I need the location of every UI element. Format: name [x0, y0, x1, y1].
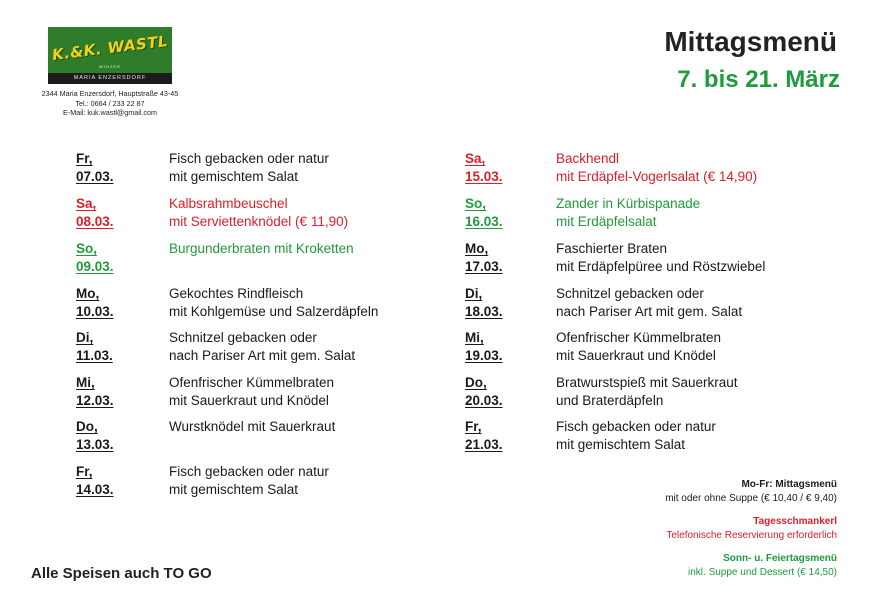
- logo-band: MARIA ENZERSDORF: [48, 73, 172, 84]
- menu-dish-line2: mit Erdäpfel-Vogerlsalat (€ 14,90): [556, 169, 758, 184]
- menu-dish-line1: Kalbsrahmbeuschel: [169, 196, 288, 211]
- holiday-info-text: inkl. Suppe und Dessert (€ 14,50): [688, 567, 837, 578]
- menu-day: Di, 18.03.: [465, 286, 503, 319]
- menu-dish-line2: mit Serviettenknödel (€ 11,90): [169, 214, 349, 229]
- logo: [48, 27, 172, 84]
- menu-dish-line2: mit Erdäpfelpüree und Röstzwiebel: [556, 259, 766, 274]
- menu-dish-line1: Backhendl: [556, 151, 620, 166]
- special-info-title: Tagesschmankerl: [753, 516, 837, 527]
- menu-dish-line2: nach Pariser Art mit gem. Salat: [556, 304, 743, 319]
- menu-dish-line1: Fisch gebacken oder natur: [556, 419, 716, 434]
- menu-dish-line1: Schnitzel gebacken oder: [169, 330, 317, 345]
- weekday-info-title: Mo-Fr: Mittagsmenü: [741, 479, 837, 490]
- menu-day: Mo, 17.03.: [465, 241, 503, 274]
- menu-dish-line1: Zander in Kürbispanade: [556, 196, 701, 211]
- menu-day: Mo, 10.03.: [76, 286, 114, 319]
- logo-title: K.&K. WASTL: [50, 31, 169, 65]
- menu-dish-line1: Bratwurstspieß mit Sauerkraut: [556, 375, 738, 390]
- menu-day: Di, 11.03.: [76, 330, 113, 363]
- special-info-text: Telefonische Reservierung erforderlich: [666, 530, 837, 541]
- menu-dish-line1: Faschierter Braten: [556, 241, 668, 256]
- contact-email: E-Mail: kuk.wastl@gmail.com: [63, 108, 157, 117]
- menu-day: Fr, 14.03.: [76, 464, 114, 497]
- menu-day: Mi, 12.03.: [76, 375, 114, 408]
- menu-dish-line1: Schnitzel gebacken oder: [556, 286, 704, 301]
- menu-day: Do, 13.03.: [76, 419, 114, 452]
- menu-day: Fr, 21.03.: [465, 419, 503, 452]
- menu-day: Sa, 15.03.: [465, 151, 503, 184]
- menu-dish-line1: Fisch gebacken oder natur: [169, 151, 329, 166]
- holiday-info-title: Sonn- u. Feiertagsmenü: [723, 553, 837, 564]
- menu-day: Sa, 08.03.: [76, 196, 114, 229]
- holiday-info: [688, 552, 837, 580]
- menu-dish-line2: mit Kohlgemüse und Salzerdäpfeln: [169, 304, 379, 319]
- menu-dish-line2: und Braterdäpfeln: [556, 393, 664, 408]
- menu-dish-line1: Ofenfrischer Kümmelbraten: [169, 375, 335, 390]
- weekday-info-text: mit oder ohne Suppe (€ 10,40 / € 9,40): [665, 493, 837, 504]
- menu-dish-line2: mit gemischtem Salat: [169, 482, 299, 497]
- menu-day: Do, 20.03.: [465, 375, 503, 408]
- menu-day: Mi, 19.03.: [465, 330, 503, 363]
- weekday-info: [665, 478, 837, 506]
- to-go-note: Alle Speisen auch TO GO: [31, 565, 212, 582]
- menu-day: So, 09.03.: [76, 241, 114, 274]
- menu-dish-line2: mit Sauerkraut und Knödel: [556, 348, 716, 363]
- menu-dish-line1: Burgunderbraten mit Kroketten: [169, 241, 354, 256]
- menu-dish-line2: mit Sauerkraut und Knödel: [169, 393, 329, 408]
- menu-dish-line2: mit Erdäpfelsalat: [556, 214, 657, 229]
- date-range: 7. bis 21. März: [677, 66, 840, 93]
- page-title: Mittagsmenü: [664, 26, 837, 57]
- contact-phone: Tel.: 0664 / 233 22 87: [75, 98, 145, 108]
- contact-address: 2344 Maria Enzersdorf, Hauptstraße 43-45: [41, 89, 179, 98]
- menu-day: So, 16.03.: [465, 196, 503, 229]
- menu-dish-line1: Ofenfrischer Kümmelbraten: [556, 330, 722, 345]
- menu-dish-line1: Fisch gebacken oder natur: [169, 464, 329, 479]
- menu-dish-line2: nach Pariser Art mit gem. Salat: [169, 348, 356, 363]
- logo-subtitle: WINZER: [99, 64, 121, 69]
- menu-day: Fr, 07.03.: [76, 151, 114, 184]
- menu-dish-line1: Wurstknödel mit Sauerkraut: [169, 419, 336, 434]
- special-info: [666, 515, 837, 543]
- menu-dish-line1: Gekochtes Rindfleisch: [169, 286, 304, 301]
- menu-dish-line2: mit gemischtem Salat: [169, 169, 299, 184]
- menu-dish-line2: mit gemischtem Salat: [556, 437, 686, 452]
